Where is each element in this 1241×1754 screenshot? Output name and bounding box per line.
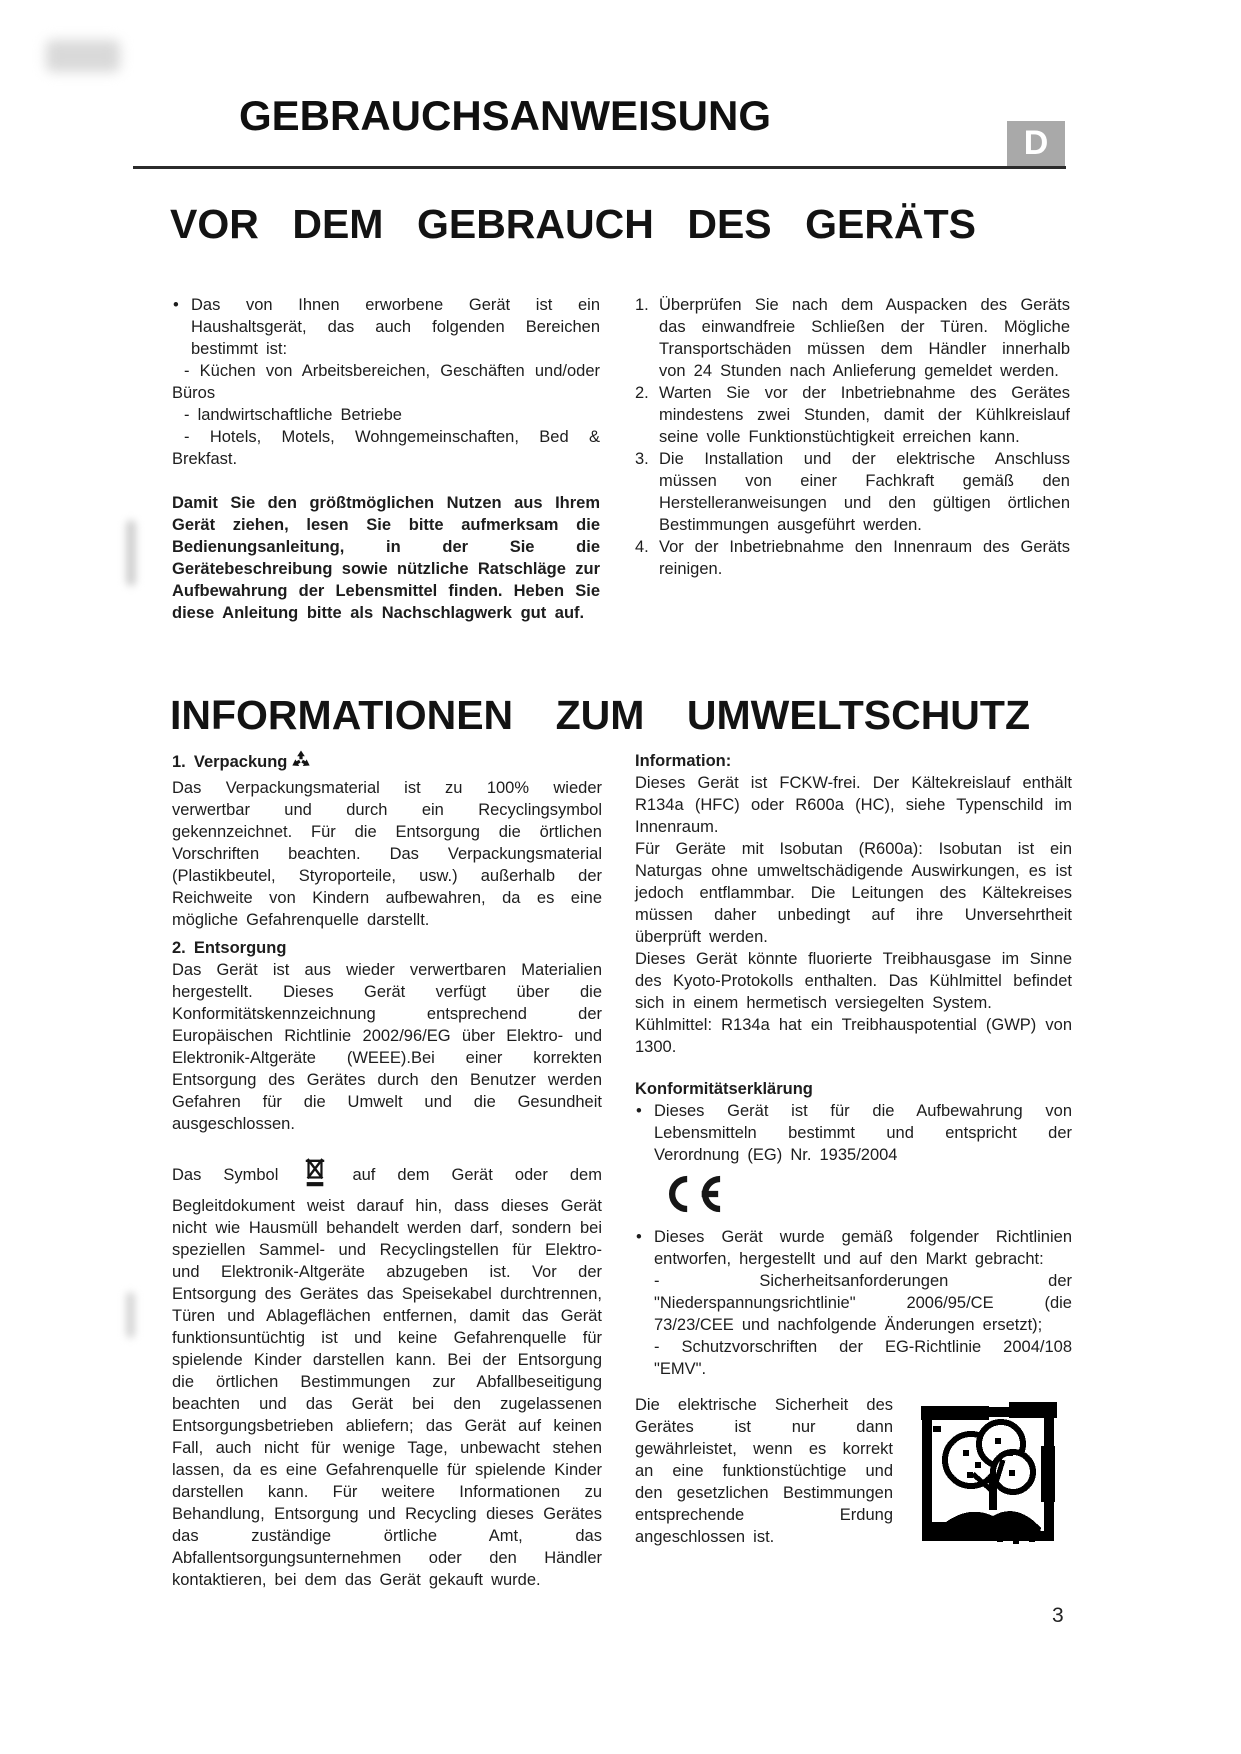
- usage-bullet: [172, 294, 600, 360]
- scan-smudge: [46, 40, 120, 72]
- step-number: 1.: [635, 296, 649, 314]
- directives-bullet: [635, 1226, 1072, 1380]
- isobutane-paragraph: Für Geräte mit Isobutan (R600a): Isobutan ist ein Naturgas ohne umweltschädigende Auswirkungen, es ist jedoch entflammbar. Die Leitungen des Kältekreises müssen daher unbedingt auf ihre Unversehrtheit überprüft werden.: [635, 840, 1072, 946]
- greenhouse-gas-paragraph: Dieses Gerät könnte fluorierte Treibhausgase im Sinne des Kyoto-Protokolls enthalten. Das Kühlmittel befindet sich in einem hermetisch versiegelten System.: [635, 950, 1072, 1012]
- title-divider: [133, 166, 1066, 169]
- ce-mark-icon: [661, 1174, 1072, 1220]
- section1-right-column: [633, 294, 1070, 580]
- information-subheading: Information:: [635, 752, 732, 770]
- refrigerant-paragraph: Dieses Gerät ist FCKW-frei. Der Kältekreislauf enthält R134a (HFC) oder R600a (HC), siehe Typenschild im Innenraum.: [635, 774, 1072, 836]
- recycling-icon: [290, 750, 312, 777]
- usage-area-item: - Küchen von Arbeitsbereichen, Geschäften und/oder Büros: [172, 362, 600, 402]
- section1-heading: VOR DEM GEBRAUCH DES GERÄTS: [170, 201, 976, 247]
- scan-smudge: [126, 520, 136, 586]
- conformity-bullet: [635, 1100, 1072, 1166]
- disposal-subheading: 2. Entsorgung: [172, 939, 287, 957]
- usage-area-item: - landwirtschaftliche Betriebe: [184, 406, 402, 424]
- weee-paragraph-text: auf dem Gerät oder dem Begleitdokument weist darauf hin, dass dieses Gerät nicht wie Hausmüll behandelt werden darf, sondern bei speziellen Sammel- und Recyclingstellen für Elektro- und Elektronik-Altgeräte abzugeben ist. Vor der Entsorgung des Gerätes das Speisekabel durchtrennen, Türen und Ablageflächen entfernen, damit das Gerät funktionsuntüchtig ist und keine Gefahrenquelle für spielende Kinder darstellen kann. Bei der Entsorgung die örtlichen Bestimmungen zur Abfallbeseitigung beachten und das Gerät bei den zugelassenen Entsorgungsbetrieben abliefern; das Gerät auf keinen Fall, auch nicht für wenige Tage, unbewacht stehen lassen, da es eine Gefahrenquelle für spielende Kinder darstellen kann. Für weitere Informationen zu Behandlung, Entsorgung und Recycling dieses Gerätes das zuständige örtliche Amt, das Abfallentsorgungsunternehmen oder den Händler kontaktieren, bei dem das Gerät gekauft wurde.: [172, 1166, 602, 1589]
- directive-item: - Schutzvorschriften der EG-Richtlinie 2004/108 "EMV".: [654, 1338, 1072, 1378]
- packaging-subheading-text: 1. Verpackung: [172, 753, 288, 771]
- setup-step: [633, 382, 1070, 448]
- language-badge: [1007, 121, 1065, 166]
- weee-symbol-paragraph: [172, 1153, 602, 1591]
- directive-item: - Sicherheitsanforderungen der "Niederspannungsrichtlinie" 2006/95/CE (die 73/23/CEE und nachfolgende Änderungen ersetzt);: [654, 1272, 1072, 1334]
- earthing-paragraph: Die elektrische Sicherheit des Gerätes ist nur dann gewährleistet, wenn es korrekt an eine funktionstüchtige und den gesetzlichen Bestimmungen entsprechende Erdung angeschlossen ist.: [635, 1396, 893, 1546]
- bullet-marker: •: [636, 1228, 642, 1246]
- section1-left-column: [172, 294, 600, 624]
- step-number: 3.: [635, 450, 649, 468]
- usage-bullet-text: Das von Ihnen erworbene Gerät ist ein Haushaltsgerät, das auch folgenden Bereichen bestimmt ist:: [191, 296, 600, 358]
- step-number: 4.: [635, 538, 649, 556]
- bullet-marker: •: [173, 296, 179, 314]
- section2-left-column: [172, 750, 602, 1591]
- gwp-paragraph: Kühlmittel: R134a hat ein Treibhauspotential (GWP) von 1300.: [635, 1016, 1072, 1056]
- step-text: Überprüfen Sie nach dem Auspacken des Geräts das einwandfreie Schließen der Türen. Mögliche Transportschäden müssen dem Händler innerhalb von 24 Stunden nach Anlieferung gemeldet werden.: [659, 296, 1070, 380]
- weee-bin-icon: [303, 1153, 327, 1195]
- earthing-block: [635, 1394, 1072, 1566]
- bullet-marker: •: [636, 1102, 642, 1120]
- manual-advice-paragraph: Damit Sie den größtmöglichen Nutzen aus Ihrem Gerät ziehen, lesen Sie bitte aufmerksam die Bedienungsanleitung, in der Sie die Gerätebeschreibung sowie nützliche Ratschläge zur Aufbewahrung der Lebensmittel finden. Heben Sie diese Anleitung bitte als Nachschlagwerk gut auf.: [172, 494, 600, 622]
- section2-heading: INFORMATIONEN ZUM UMWELTSCHUTZ: [170, 692, 1030, 738]
- step-text: Warten Sie vor der Inbetriebnahme des Gerätes mindestens zwei Stunden, damit der Kühlkreislauf seine volle Funktionstüchtigkeit erreichen kann.: [659, 384, 1070, 446]
- packaging-subheading: [172, 750, 602, 777]
- setup-step: [633, 448, 1070, 536]
- conformity-bullet-text: Dieses Gerät ist für die Aufbewahrung von Lebensmitteln bestimmt und entspricht der Verordnung (EG) Nr. 1935/2004: [654, 1102, 1072, 1164]
- earthing-tree-illustration: [909, 1390, 1075, 1566]
- page-number: 3: [1052, 1604, 1064, 1627]
- conformity-subheading: Konformitätserklärung: [635, 1080, 813, 1098]
- setup-step: [633, 536, 1070, 580]
- scan-smudge: [126, 1292, 135, 1338]
- step-text: Vor der Inbetriebnahme den Innenraum des Geräts reinigen.: [659, 538, 1070, 578]
- step-number: 2.: [635, 384, 649, 402]
- step-text: Die Installation und der elektrische Anschluss müssen von einer Fachkraft gemäß den Herstelleranweisungen und den gültigen örtlichen Bestimmungen ausgeführt werden.: [659, 450, 1070, 534]
- setup-step: [633, 294, 1070, 382]
- section2-right-column: [635, 750, 1072, 1566]
- usage-area-item: - Hotels, Motels, Wohngemeinschaften, Bed & Brekfast.: [172, 428, 600, 468]
- directives-intro: Dieses Gerät wurde gemäß folgender Richtlinien entworfen, hergestellt und auf den Markt gebracht:: [654, 1228, 1072, 1268]
- page-title: GEBRAUCHSANWEISUNG: [238, 92, 771, 139]
- weee-paragraph-prefix: Das Symbol: [172, 1166, 279, 1184]
- disposal-paragraph: Das Gerät ist aus wieder verwertbaren Materialien hergestellt. Dieses Gerät verfügt über die Konformitätskennzeichnung entsprechend der Europäischen Richtlinie 2002/96/EG über Elektro- und Elektronik-Altgeräte (WEEE).Bei einer korrekten Entsorgung des Gerätes durch den Benutzer werden Gefahren für die Umwelt und die Gesundheit ausgeschlossen.: [172, 961, 602, 1133]
- packaging-paragraph: Das Verpackungsmaterial ist zu 100% wieder verwertbar und durch ein Recyclingsymbol gekennzeichnet. Für die Entsorgung die örtlichen Vorschriften beachten. Das Verpackungsmaterial (Plastikbeutel, Styroporteile, usw.) außerhalb der Reichweite von Kindern aufbewahren, da es eine mögliche Gefahrenquelle darstellt.: [172, 779, 602, 929]
- language-badge-letter: D: [1023, 124, 1049, 162]
